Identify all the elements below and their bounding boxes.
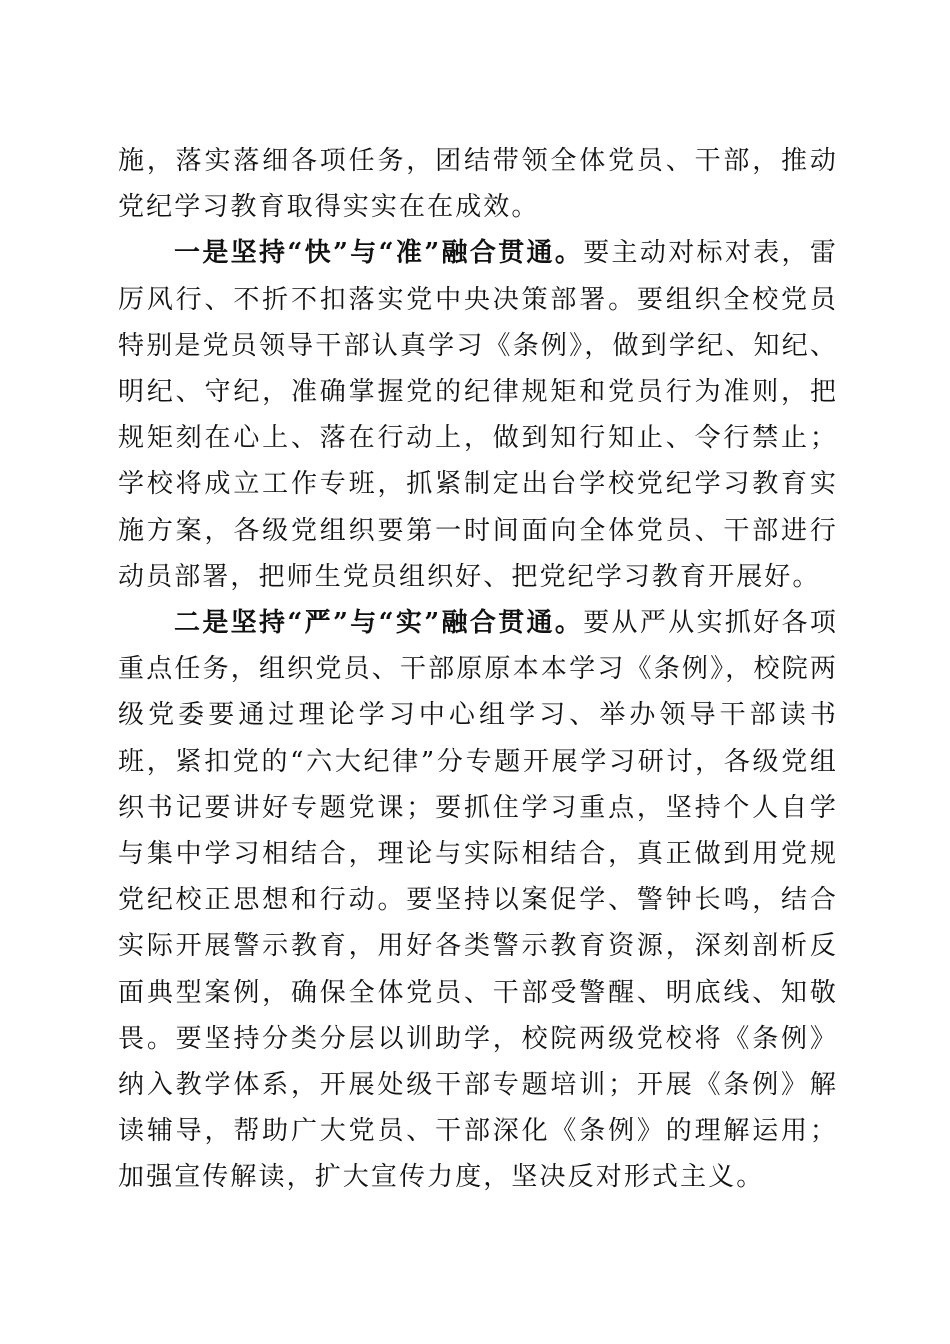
paragraph-text: 要从严从实抓好各项重点任务，组织党员、干部原原本本学习《条例》，校院两级党委要通过理论学习中心组学习、举办领导干部读书班，紧扣党的“六大纪律”分专题开展学习研讨，各级党组织书记要讲好专题党课；要抓住学习重点，坚持个人自学与集中学习相结合，理论与实际相结合，真正做到用党规党纪校正思想和行动。要坚持以案促学、警钟长鸣，结合实际开展警示教育，用好各类警示教育资源，深刻剖析反面典型案例，确保全体党员、干部受警醒、明底线、知敬畏。要坚持分类分层以训助学，校院两级党校将《条例》纳入教学体系，开展处级干部专题培训；开展《条例》解读辅导，帮助广大党员、干部深化《条例》的理解运用；加强宣传解读，扩大宣传力度，坚决反对形式主义。 bbox=[118, 608, 838, 1193]
paragraph-text: 要主动对标对表，雷厉风行、不折不扣落实党中央决策部署。要组织全校党员特别是党员领导干部认真学习《条例》，做到学纪、知纪、明纪、守纪，准确掌握党的纪律规矩和党员行为准则，把规矩刻在心上、落在行动上，做到知行知止、令行禁止；学校将成立工作专班，抓紧制定出台学校党纪学习教育实施方案，各级党组织要第一时间面向全体党员、干部进行动员部署，把师生党员组织好、把党纪学习教育开展好。 bbox=[118, 238, 838, 592]
paragraph-lead: 二是坚持“严”与“实”融合贯通。 bbox=[174, 608, 584, 639]
paragraph-continuation bbox=[118, 138, 838, 230]
paragraph-point-one bbox=[118, 230, 838, 600]
document-body bbox=[118, 138, 838, 1201]
paragraph-text: 施，落实落细各项任务，团结带领全体党员、干部，推动党纪学习教育取得实实在在成效。 bbox=[118, 146, 838, 223]
paragraph-lead: 一是坚持“快”与“准”融合贯通。 bbox=[174, 238, 584, 269]
paragraph-point-two bbox=[118, 600, 838, 1201]
